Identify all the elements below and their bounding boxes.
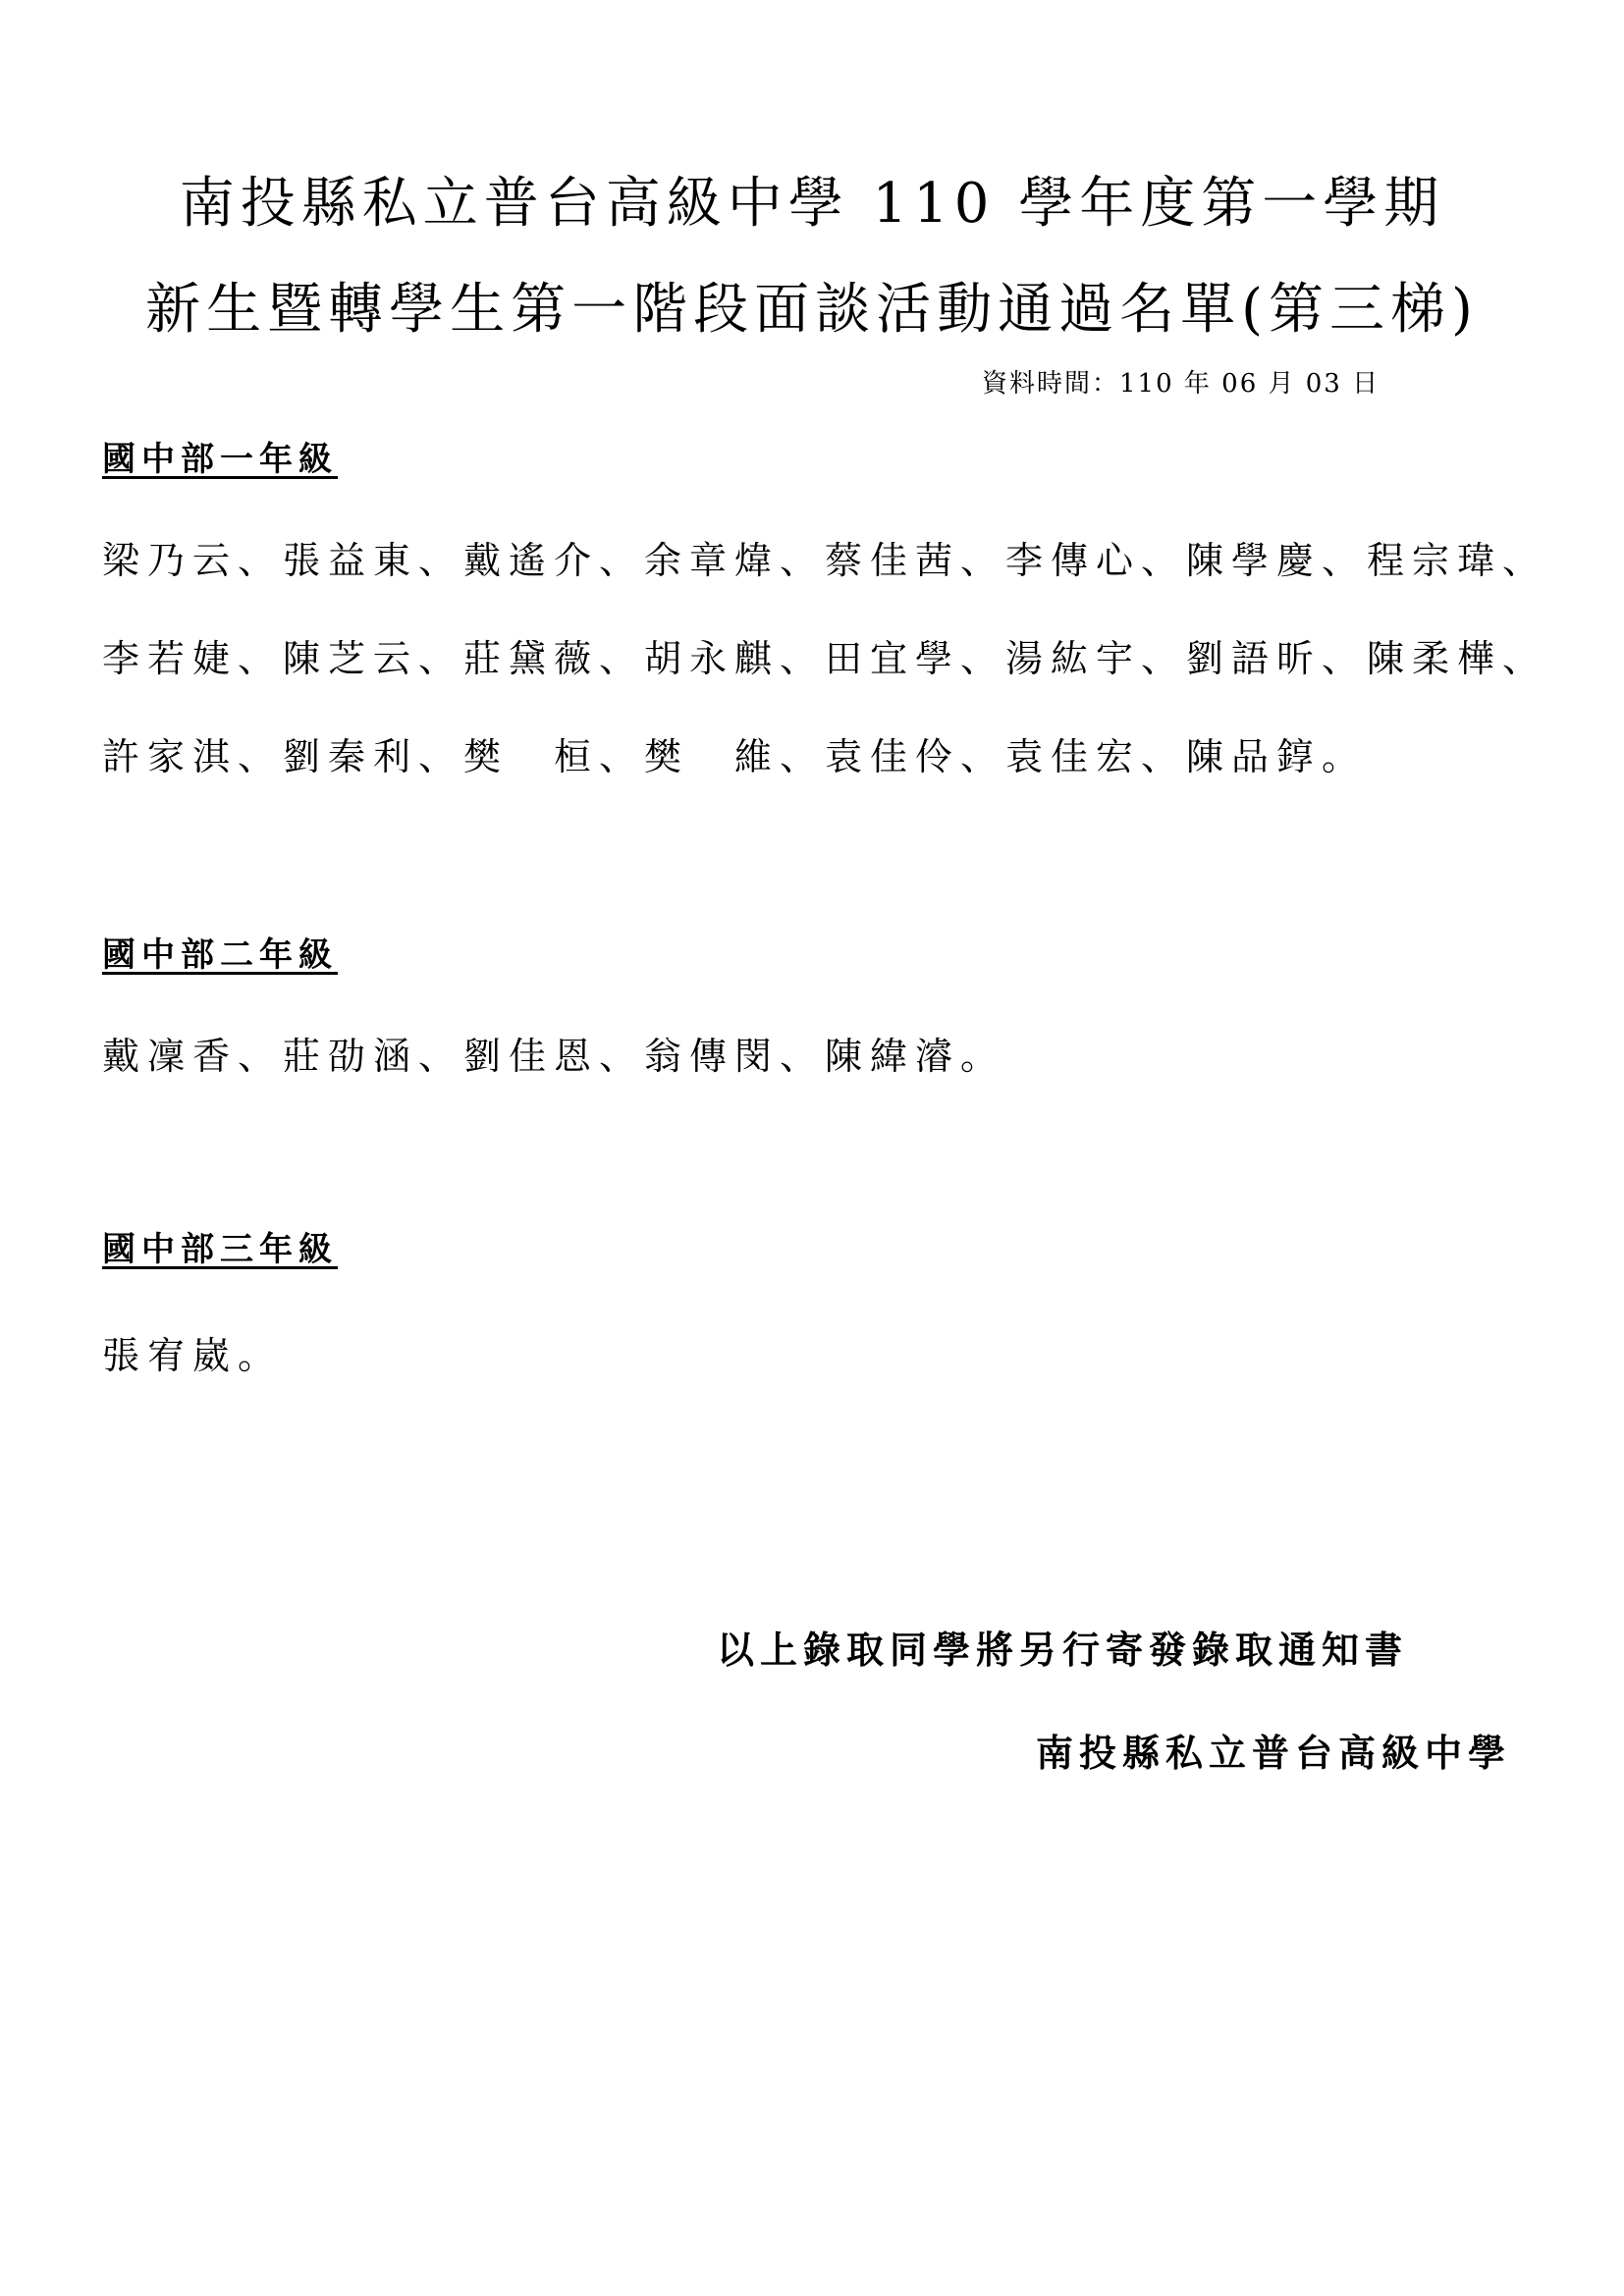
document-title-line-2: 新生暨轉學生第一階段面談活動通過名單(第三梯) [145, 278, 1479, 342]
admission-notice: 以上錄取同學將另行寄發錄取通知書 [717, 1629, 1409, 1672]
name-list-line: 李若婕、陳芝云、莊黛薇、胡永麒、田宜學、湯紘宇、劉語昕、陳柔樺、 [102, 637, 1548, 680]
section-heading-grade-8: 國中部二年級 [102, 935, 338, 975]
school-signature: 南投縣私立普台高級中學 [1036, 1732, 1512, 1775]
name-list-line: 梁乃云、張益東、戴遙介、余章煒、蔡佳茜、李傳心、陳學慶、程宗瑋、 [102, 539, 1548, 582]
name-list-line: 戴凜香、莊劭涵、劉佳恩、翁傳閔、陳緯濬。 [102, 1035, 1006, 1078]
section-heading-grade-7: 國中部一年級 [102, 440, 338, 479]
name-list-line: 許家淇、劉秦利、樊 桓、樊 維、袁佳伶、袁佳宏、陳品錞。 [102, 735, 1368, 778]
data-date: 資料時間：110 年 06 月 03 日 [982, 369, 1380, 399]
document-title-line-1: 南投縣私立普台高級中學 110 學年度第一學期 [179, 172, 1445, 236]
name-list-line: 張宥崴。 [102, 1334, 284, 1377]
section-heading-grade-9: 國中部三年級 [102, 1230, 338, 1269]
